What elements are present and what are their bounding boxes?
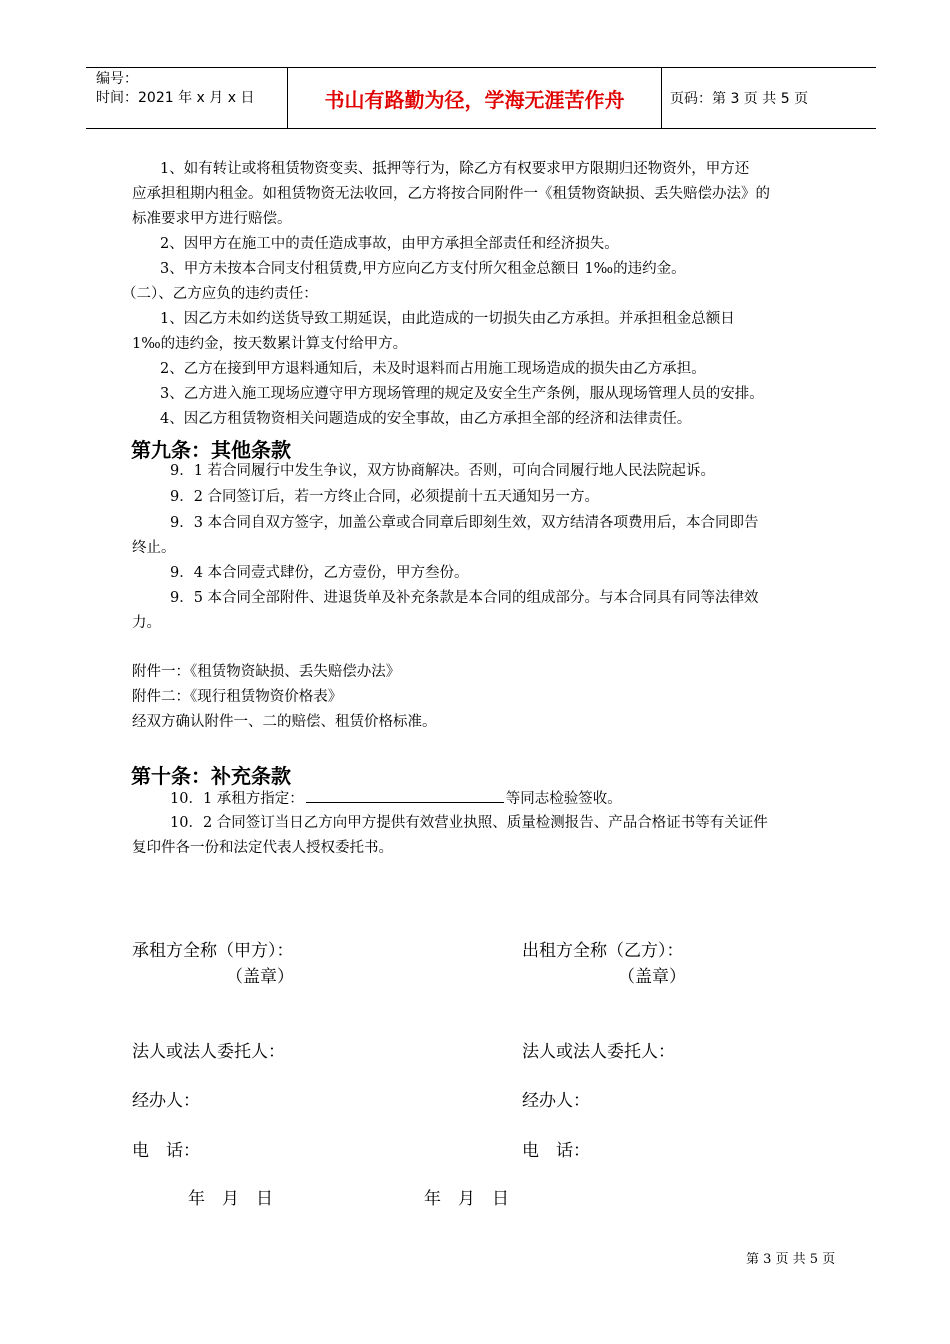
lessor-seal-label: （盖章） — [618, 967, 686, 987]
lessee-phone-label: 电 话： — [132, 1141, 200, 1161]
lessee-name-label: 承租方全称（甲方）： — [132, 941, 294, 961]
page-header — [86, 67, 876, 129]
article-9-2: 9．2 合同签订后，若一方终止合同，必须提前十五天通知另一方。 — [170, 489, 600, 505]
subsection-lessor-liability: （二）、乙方应负的违约责任： — [122, 286, 318, 302]
article-10-2-line-2: 复印件各一份和法定代表人授权委托书。 — [132, 840, 393, 856]
article-9-5-line-2: 力。 — [132, 615, 161, 631]
article-9-5-line-1: 9．5 本合同全部附件、进退货单及补充条款是本合同的组成部分。与本合同具有同等法律效 — [170, 590, 759, 606]
article-9-3-line-1: 9．3 本合同自双方签字，加盖公章或合同章后即刻生效，双方结清各项费用后，本合同即告 — [170, 515, 759, 531]
lessor-date-label: 年 月 日 — [424, 1189, 509, 1209]
lessee-seal-label: （盖章） — [226, 967, 294, 987]
lessor-clause-4: 4、因乙方租赁物资相关问题造成的安全事故，由乙方承担全部的经济和法律责任。 — [160, 411, 692, 427]
lessee-date-label: 年 月 日 — [188, 1189, 273, 1209]
article-10-2-line-1: 10．2 合同签订当日乙方向甲方提供有效营业执照、质量检测报告、产品合格证书等有关证件 — [170, 815, 768, 831]
lessor-clause-1-line-2: 1‰的违约金，按天数累计算支付给甲方。 — [132, 336, 408, 352]
attachment-1: 附件一：《租赁物资缺损、丢失赔偿办法》 — [132, 664, 401, 680]
article-9-title: 第九条：其他条款 — [131, 438, 291, 462]
article-10-1-suffix: 等同志检验签收。 — [505, 791, 622, 807]
header-motto: 书山有路勤为径，学海无涯苦作舟 — [288, 68, 662, 128]
lessor-clause-3: 3、乙方进入施工现场应遵守甲方现场管理的规定及安全生产条例，服从现场管理人员的安排。 — [160, 386, 764, 402]
lessee-legal-rep-label: 法人或法人委托人： — [132, 1042, 285, 1062]
number-label: 编号： — [96, 71, 138, 87]
lessor-legal-rep-label: 法人或法人委托人： — [522, 1042, 675, 1062]
page-footer: 第 3 页 共 5 页 — [746, 1252, 836, 1267]
header-left-cell — [86, 68, 288, 128]
clause-1-line-1: 1、如有转让或将租赁物资变卖、抵押等行为，除乙方有权要求甲方限期归还物资外，甲方还 — [160, 161, 750, 177]
clause-1-line-3: 标准要求甲方进行赔偿。 — [132, 211, 292, 227]
lessor-clause-2: 2、乙方在接到甲方退料通知后，未及时退料而占用施工现场造成的损失由乙方承担。 — [160, 361, 706, 377]
time-label: 时间：2021 年 x 月 x 日 — [96, 90, 255, 106]
lessor-name-label: 出租方全称（乙方）： — [522, 941, 684, 961]
inspector-blank-field — [306, 788, 504, 803]
attachment-confirmation: 经双方确认附件一、二的赔偿、租赁价格标准。 — [132, 714, 437, 730]
article-9-1: 9．1 若合同履行中发生争议，双方协商解决。否则，可向合同履行地人民法院起诉。 — [170, 463, 716, 479]
article-10-1 — [170, 788, 622, 809]
article-10-1-prefix: 10．1 承租方指定： — [170, 791, 304, 807]
header-page-label: 页码：第 3 页 共 5 页 — [670, 91, 809, 107]
clause-3: 3、甲方未按本合同支付租赁费,甲方应向乙方支付所欠租金总额日 1‰的违约金。 — [160, 261, 686, 277]
article-10-title: 第十条：补充条款 — [131, 764, 291, 788]
clause-2: 2、因甲方在施工中的责任造成事故，由甲方承担全部责任和经济损失。 — [160, 236, 619, 252]
lessor-handler-label: 经办人： — [522, 1091, 590, 1111]
article-9-3-line-2: 终止。 — [132, 540, 176, 556]
lessor-clause-1-line-1: 1、因乙方未如约送货导致工期延误，由此造成的一切损失由乙方承担。并承担租金总额日 — [160, 311, 735, 327]
article-9-4: 9．4 本合同壹式肆份，乙方壹份，甲方叁份。 — [170, 565, 469, 581]
clause-1-line-2: 应承担租期内租金。如租赁物资无法收回，乙方将按合同附件一《租赁物资缺损、丢失赔偿办法》的 — [132, 186, 770, 202]
lessor-phone-label: 电 话： — [522, 1141, 590, 1161]
lessee-handler-label: 经办人： — [132, 1091, 200, 1111]
attachment-2: 附件二：《现行租赁物资价格表》 — [132, 689, 343, 705]
